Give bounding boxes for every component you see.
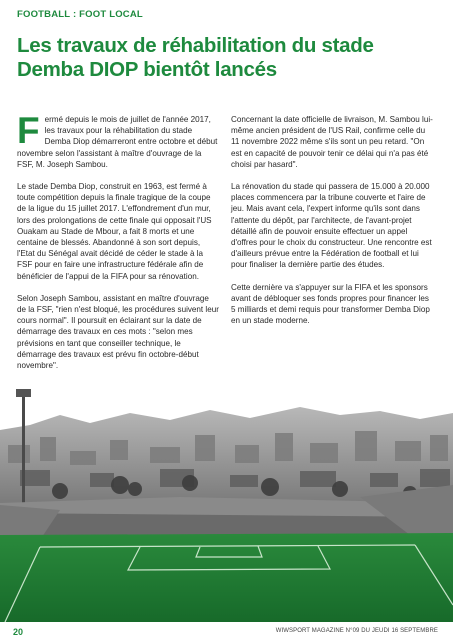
- article-paragraph: Cette dernière va s'appuyer sur la FIFA et les sponsors avant de débloquer ses fonds propres pour financer les 5 milliards et demi requis pour transformer Demba Diop en un stade moderne.: [231, 282, 430, 326]
- article-paragraph: Concernant la date officielle de livraison, M. Sambou lui-même ancien président de l'US Rail, confirme celle du 11 novembre 2022 même s'ils sont un peu retard. "On est en capacité de pouvoir tenir ce délai qui n'a pas été choisi par hasard".: [231, 115, 433, 169]
- article-paragraph: La rénovation du stade qui passera de 15.000 à 20.000 places commencera par la tribune couverte et l'aire de jeu. Mais avant cela, l'expert informe qu'ils sont dans l'attente du dépôt, par l'architecte, de l'avant-projet détaillé afin de pouvoir ensuite effectuer un appel d'offres pour le choix du constructeur. Une rencontre est d'ailleurs prévue entre la Fédération de football et lui pour finaliser la dernière partie des études.: [231, 182, 432, 270]
- article-title: Les travaux de réhabilitation du stade Demba DIOP bientôt lancés: [17, 34, 374, 81]
- article-column-right: [231, 114, 433, 337]
- magazine-footer: WIWSPORT MAGAZINE N°09 DU JEUDI 16 SEPTEMBRE: [275, 628, 438, 634]
- page-number: 20: [13, 627, 24, 637]
- stadium-aerial-photo: [0, 385, 453, 622]
- article-paragraph: [17, 110, 219, 170]
- paragraph-text: ermé depuis le mois de juillet de l'année 2017, les travaux pour la réhabilitation du stade Demba Diop démarreront entre octobre et début novembre selon l'assistant à maître d'ouvrage de la FSF, M. Joseph Sambou.: [17, 115, 218, 169]
- article-paragraph: Selon Joseph Sambou, assistant en maître d'ouvrage de la FSF, "rien n'est bloqué, les procédures suivent leur cours normal". Il poursuit en éclairant sur la date de démarrage des travaux en ces mots : "selon mes prévisions en tant que conseiller technique, le démarrage des travaux est prévu fin octobre-début novembre".: [17, 293, 219, 371]
- drop-cap: F: [17, 110, 40, 151]
- article-paragraph: Le stade Demba Diop, construit en 1963, est fermé à toute compétition depuis la finale tragique de la coupe de la ligue du 15 juillet 2017. L'effondrement d'un mur, lors des prolongations de cette finale qui opposait l'US Ouakam au Stade de Mbour, a fait 8 morts et une centaine de blessés. Abandonné à son sort depuis, l'Etat du Sénégal avait décidé de céder le stade à la FSF pour en faire une infrastructure fédérale afin de bénéficier de l'appui de la FIFA pour sa rénovation.: [17, 182, 212, 281]
- article-column-left: [17, 110, 219, 382]
- section-label: FOOTBALL : FOOT LOCAL: [17, 9, 143, 20]
